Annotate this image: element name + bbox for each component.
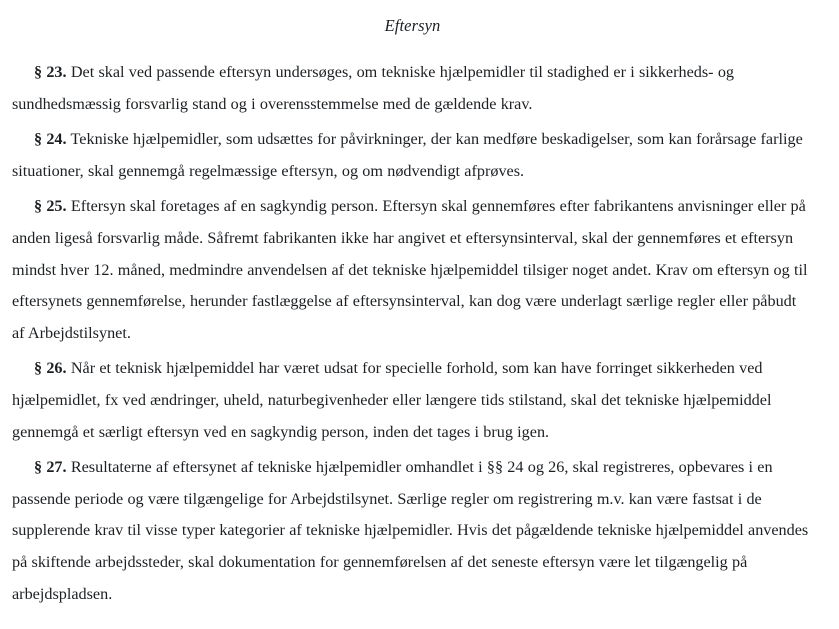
section-text-27: Resultaterne af eftersynet af tekniske hjælpemidler omhandlet i §§ 24 og 26, skal registreres, opbevares i en passende periode og være tilgængelige for Arbejdstilsynet. Særlige regler om registrering m.v. kan være fastsat i de supplerende krav til visse typer kategorier af tekniske hjælpemidler. Hvis det pågældende tekniske hjælpemiddel anvendes på skiftende arbejdssteder, skal dokumentation for gennemførelsen af det seneste eftersyn være let tilgængelig på arbejdspladsen. <box>12 458 809 603</box>
section-text-25: Eftersyn skal foretages af en sagkyndig person. Eftersyn skal gennemføres efter fabrikantens anvisninger eller på anden ligeså forsvarlig måde. Såfremt fabrikanten ikke har angivet et eftersynsinterval, skal der gennemføres et eftersyn mindst hver 12. måned, medmindre anvendelsen af det tekniske hjælpemiddel tilsiger noget andet. Krav om eftersyn og til eftersynets gennemførelse, herunder fastlæggelse af eftersynsinterval, kan dog være underlagt særlige regler eller påbudt af Arbejdstilsynet. <box>12 197 808 342</box>
section-marker-25: § 25. <box>34 197 67 216</box>
section-text-24: Tekniske hjælpemidler, som udsættes for påvirkninger, der kan medføre beskadigelser, som kan forårsage farlige situationer, skal gennemgå regelmæssige eftersyn, og om nødvendigt afprøves. <box>12 130 803 180</box>
section-marker-23: § 23. <box>34 63 67 82</box>
paragraph-23 <box>12 57 813 120</box>
paragraph-26 <box>12 353 813 448</box>
section-text-26: Når et teknisk hjælpemiddel har været udsat for specielle forhold, som kan have forringet sikkerheden ved hjælpemidlet, fx ved ændringer, uheld, naturbegivenheder eller længere tids stilstand, skal det tekniske hjælpemiddel gennemgå et særligt eftersyn ved en sagkyndig person, inden det tages i brug igen. <box>12 359 772 441</box>
page-title: Eftersyn <box>384 16 441 35</box>
section-marker-27: § 27. <box>34 458 67 477</box>
section-marker-24: § 24. <box>34 130 67 149</box>
paragraph-24 <box>12 124 813 187</box>
section-text-23: Det skal ved passende eftersyn undersøges, om tekniske hjælpemidler til stadighed er i sikkerheds- og sundhedsmæssig forsvarlig stand og i overensstemmelse med de gældende krav. <box>12 63 735 113</box>
paragraph-27 <box>12 452 813 610</box>
paragraph-25 <box>12 191 813 349</box>
section-marker-26: § 26. <box>34 359 67 378</box>
